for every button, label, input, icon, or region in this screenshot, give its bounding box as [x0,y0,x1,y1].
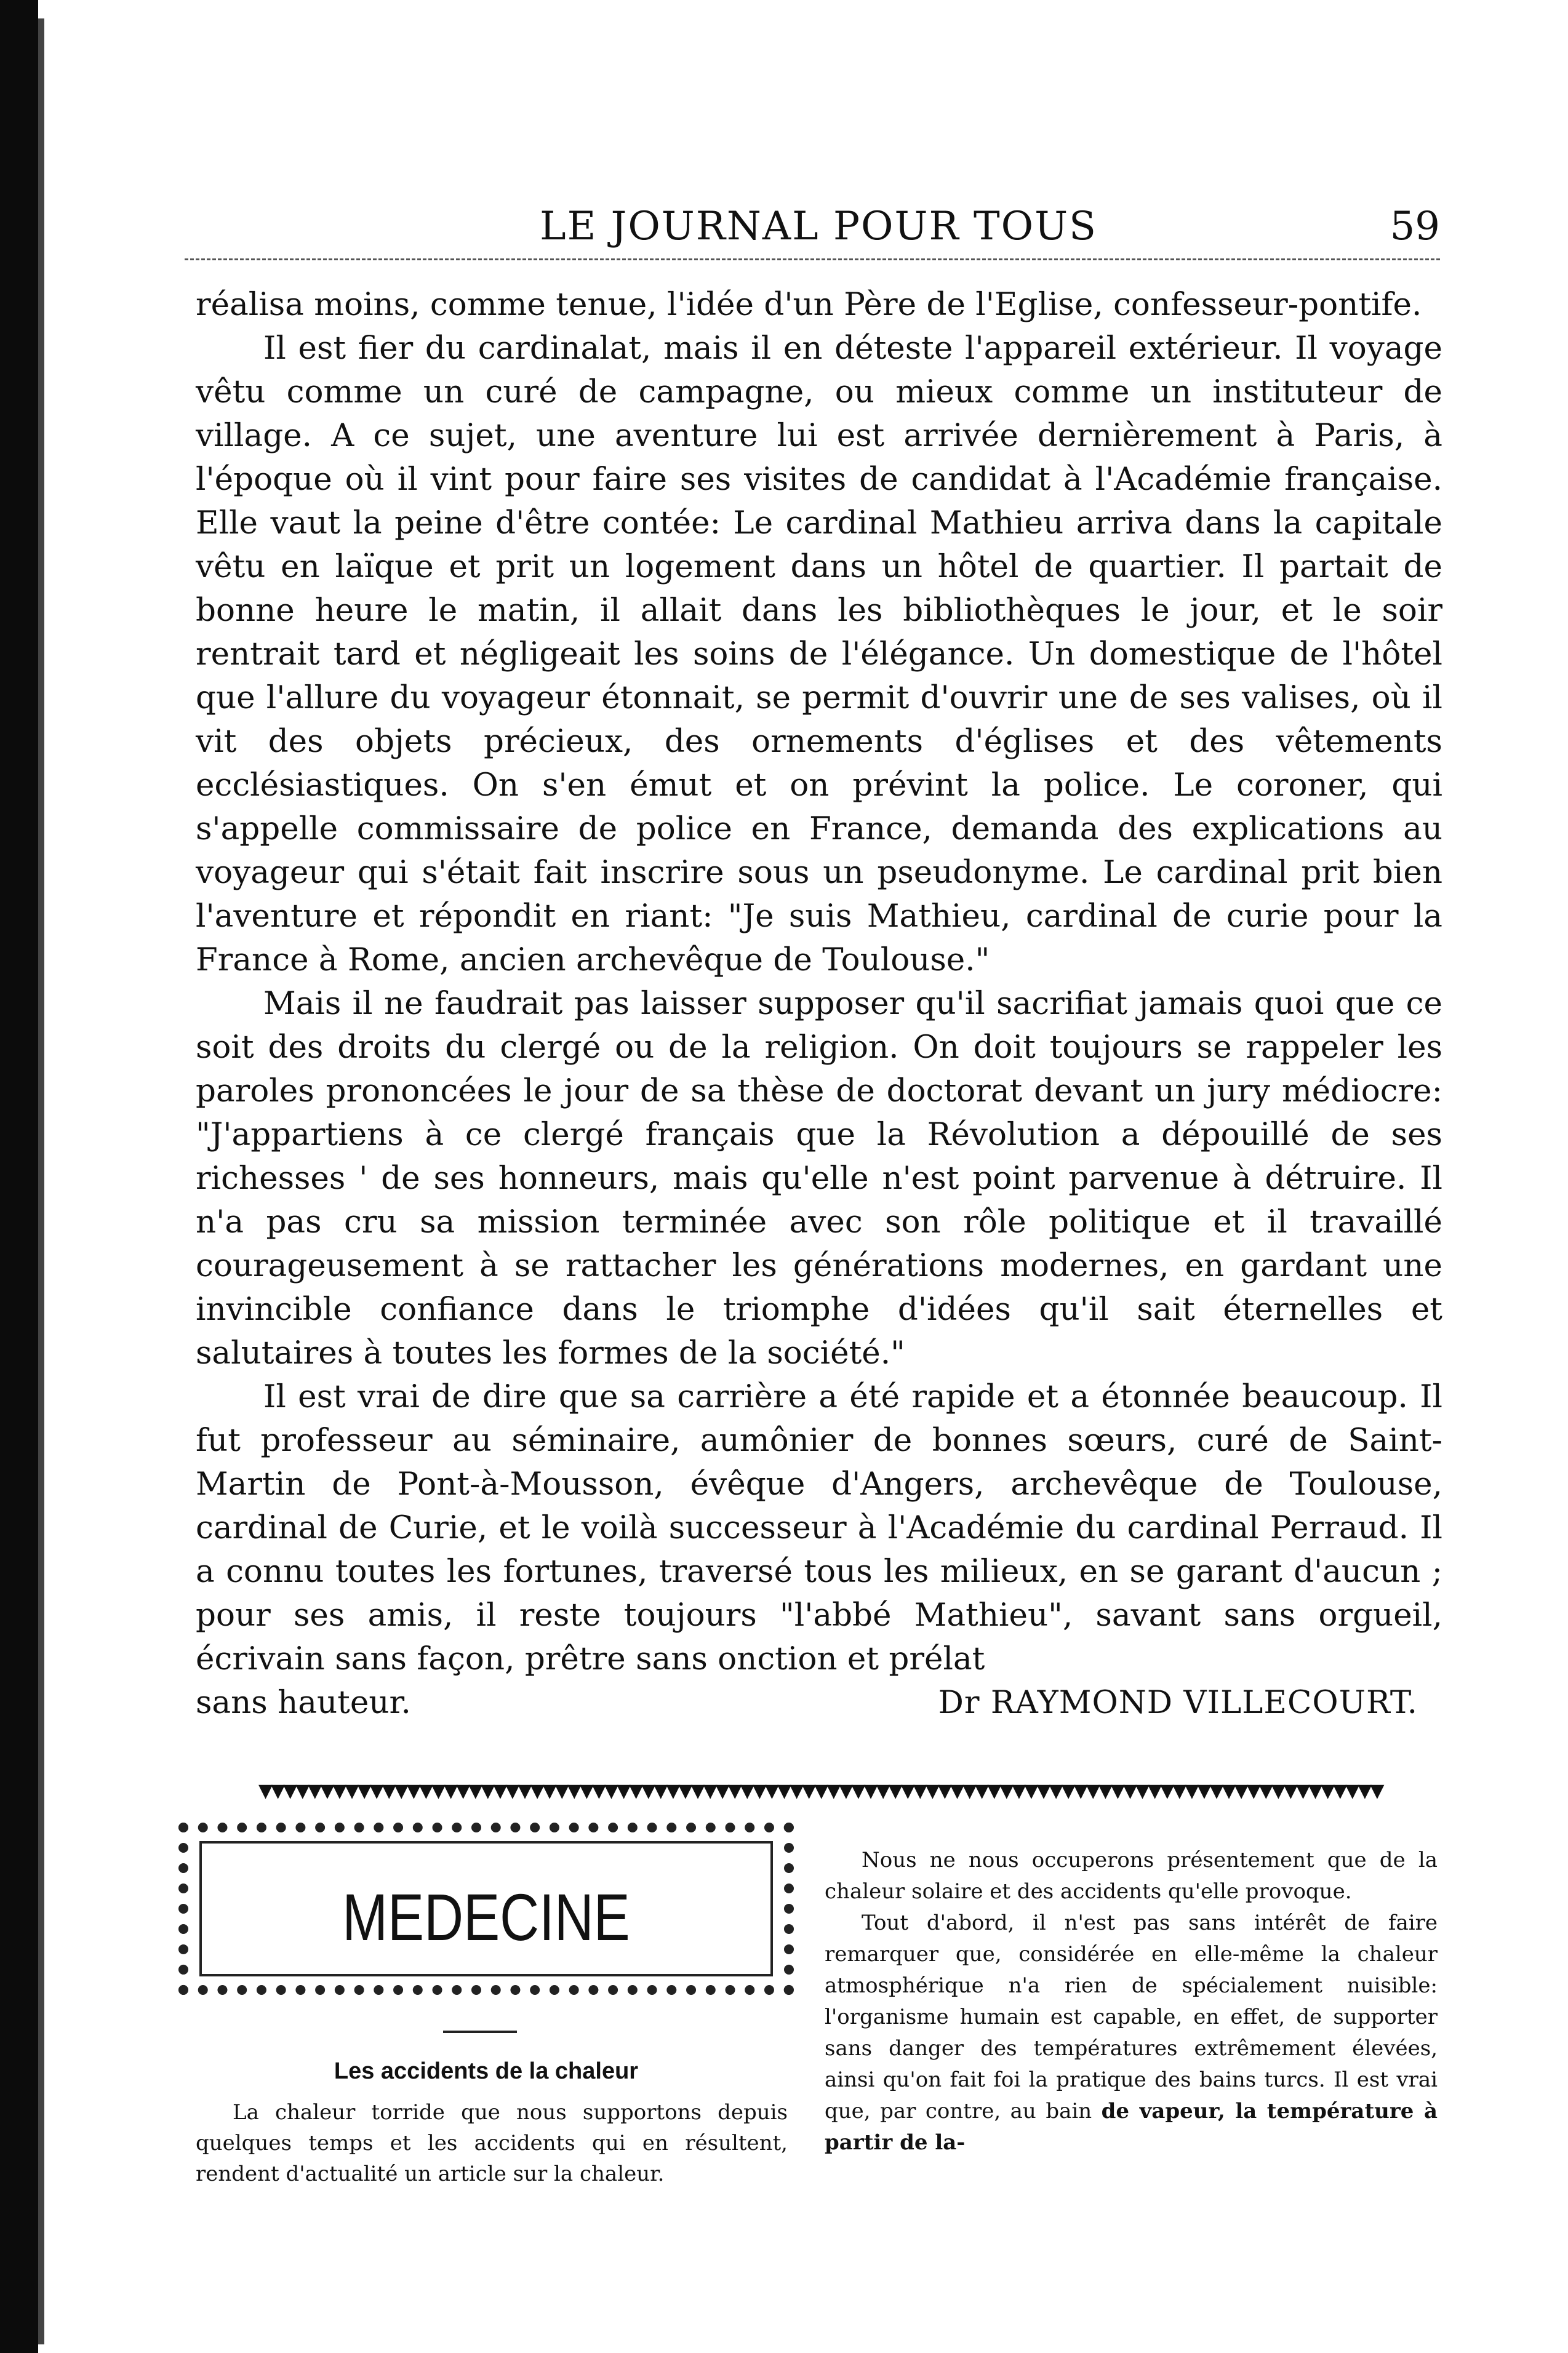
subtitle-rule [443,2031,517,2033]
article-paragraph: Il est vrai de dire que sa carrière a été rapide et a étonnée beaucoup. Il fut professeur au séminaire, aumônier de bonnes sœurs, curé de Saint-Martin de Pont-à-Mousson, évêque d'Angers, archevêque de Toulouse, cardinal de Curie, et le voilà successeur à l'Académie du cardinal Perraud. Il a connu toutes les fortunes, traversé tous les milieux, en se garant d'aucun ; pour ses amis, il reste toujours "l'abbé Mathieu", savant sans orgueil, écrivain sans façon, prêtre sans onction et prélat [196,1378,1442,1677]
article-paragraph: Il est fier du cardinalat, mais il en déteste l'appareil extérieur. Il voyage vêtu comme un curé de campagne, ou mieux comme un instituteur de village. A ce sujet, une aventure lui est arrivée dernièrement à Paris, à l'époque où il vint pour faire ses visites de candidat à l'Académie française. Elle vaut la peine d'être contée: Le cardinal Mathieu arriva dans la capitale vêtu en laïque et prit un logement dans un hôtel de quartier. Il partait de bonne heure le matin, il allait dans les bibliothèques le jour, et le soir rentrait tard et négligeait les soins de l'élégance. Un domestique de l'hôtel que l'allure du voyageur étonnait, se permit d'ouvrir une de ses valises, où il vit des objets précieux, des ornements d'églises et des vêtements ecclésiastiques. On s'en émut et on prévint la police. Le coroner, qui s'appelle commissaire de police en France, demanda des explications au voyageur qui s'était fait inscrire sous un pseudonyme. Le cardinal prit bien l'aventure et répondit en riant: "Je suis Mathieu, cardinal de curie pour la France à Rome, ancien archevêque de Toulouse." [196,330,1442,978]
right-column [825,1845,1438,2159]
signature-line [196,1681,1442,1725]
section-title: MEDECINE [342,1880,630,1954]
left-column [196,2097,788,2189]
article-paragraph: réalisa moins, comme tenue, l'idée d'un Père de l'Eglise, confesseur-pontife. [196,286,1422,323]
section-subtitle: Les accidents de la chaleur [334,2058,639,2084]
column-text: Tout d'abord, il n'est pas sans intérêt de faire remarquer que, considérée en elle-même la chaleur atmosphérique n'a rien de spécialement nuisible: l'organisme humain est capable, en effet, de supporter sans danger des températures extrêmement élevées, ainsi qu'on fait foi la pratique des bains turcs. Il est vrai que, par contre, au bain [825,1911,1438,2123]
column-bold-text: de vapeur, la température à partir de la- [825,2099,1438,2155]
journal-title: LE JOURNAL POUR TOUS [540,204,1097,249]
closing-words: sans hauteur. [196,1684,411,1721]
section-title-box [178,1823,794,1995]
article-paragraph: Mais il ne faudrait pas laisser supposer qu'il sacrifiat jamais quoi que ce soit des droits du clergé ou de la religion. On doit toujours se rappeler les paroles prononcées le jour de sa thèse de doctorat devant un jury médiocre: "J'appartiens à ce clergé français que la Révolution a dépouillé de ses richesses ' de ses honneurs, mais qu'elle n'est point parvenue à détruire. Il n'a pas cru sa mission terminée avec son rôle politique et il travaillé courageusement à se rattacher les générations modernes, en gardant une invincible confiance dans le triomphe d'idées qu'il sait éternelles et salutaires à toutes les formes de la société." [196,985,1442,1372]
page-binding-shadow [38,18,44,2344]
column-paragraph: Nous ne nous occuperons présentement que de la chaleur solaire et des accidents qu'elle provoque. [825,1848,1438,1904]
article-body [196,283,1442,1725]
column-paragraph: La chaleur torride que nous supportons depuis quelques temps et les accidents qui en résultent, rendent d'actualité un article sur la chaleur. [196,2100,788,2186]
page-number: 59 [1390,204,1440,249]
column-paragraph [825,1908,1438,2159]
page-binding-edge [0,0,38,2353]
ornamental-divider: ▼▼▼▼▼▼▼▼▼▼▼▼▼▼▼▼▼▼▼▼▼▼▼▼▼▼▼▼▼▼▼▼▼▼▼▼▼▼▼▼▼▼▼▼▼▼▼▼▼▼▼▼▼▼▼▼▼▼▼▼▼▼▼▼▼▼▼▼▼▼▼▼▼▼▼▼▼▼▼▼▼▼▼▼▼▼▼▼▼▼▼ [258,1782,1383,1800]
running-header [197,196,1440,257]
header-rule [185,258,1440,260]
author-signature: Dr RAYMOND VILLECOURT. [938,1684,1418,1721]
